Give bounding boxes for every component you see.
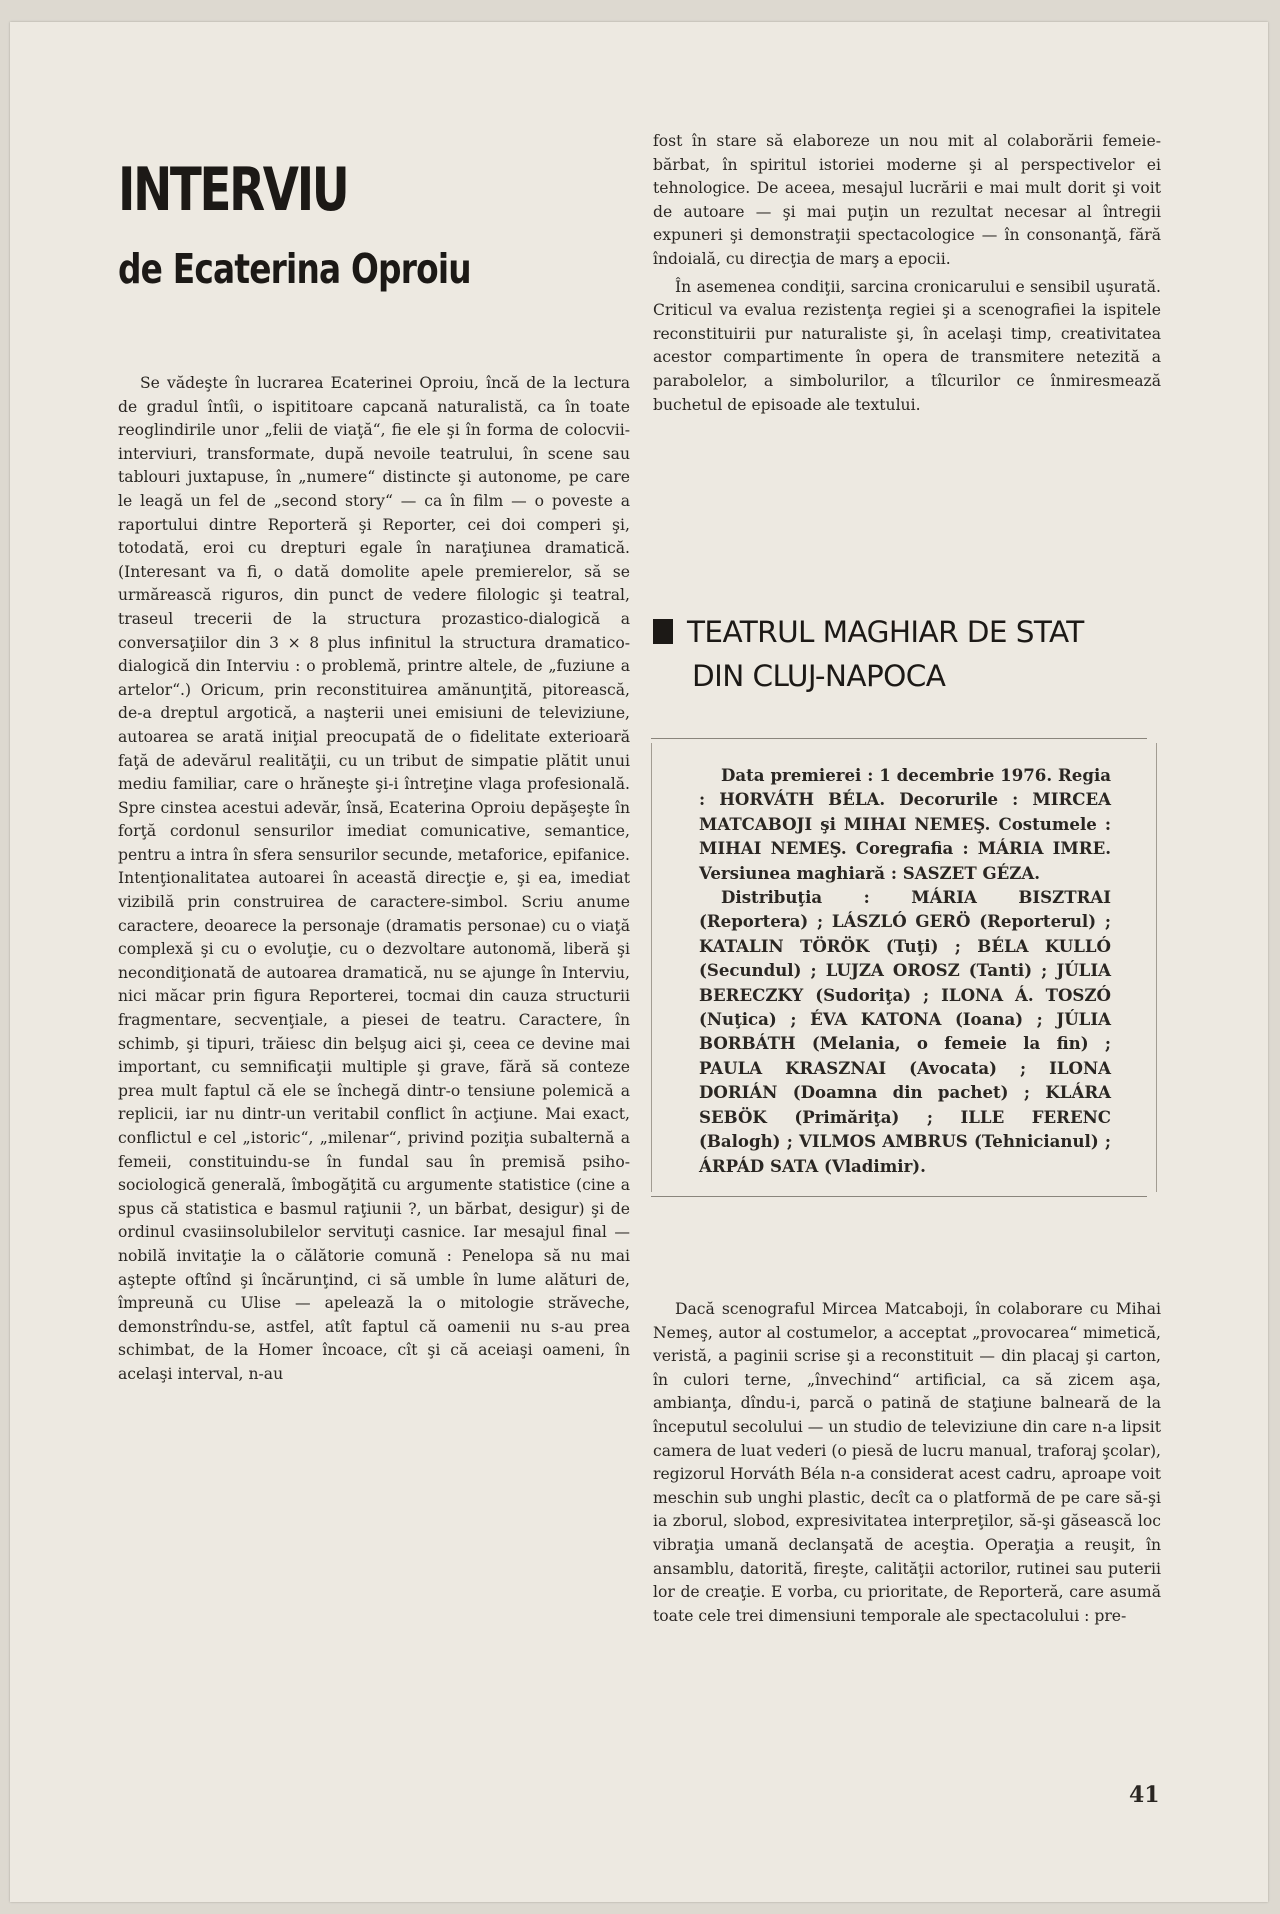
theatre-heading [653, 610, 1161, 698]
production-credits [699, 763, 1111, 1178]
article-body-left: Se vădeşte în lucrarea Ecaterinei Oproiu, încă de la lectura de gradul întîi, o ispititoare capcană naturalistă, ca în toate reoglindirile unor „felii de viaţă“, fie ele şi în forma de colocvii-interviuri, transformate, după nevoile teatrului, în scene sau tablouri juxtapuse, în „numere“ distincte şi autonome, pe care le leagă un fel de „second story“ — ca în film — o poveste a raportului dintre Reporteră şi Reporter, cei doi comperi şi, totodată, eroi cu drepturi egale în naraţiunea dramatică. (Interesant va fi, o dată domolite apele premierelor, să se urmărească riguros, din punct de vedere filologic şi teatral, traseul trecerii de la structura prozastico-dialogică a conversaţiilor din 3 × 8 plus infinitul la structura dramatico-dialogică din Interviu : o problemă, printre altele, de „fuziune a artelor“.) Oricum, prin reconstituirea amănunţită, pitorească, de-a dreptul argotică, a naşterii unei emisiuni de televiziune, autoarea se arată iniţial preocupată de o fidelitate exterioară faţă de adevărul realităţii, cu un tribut de simpatie plătit unui mediu familiar, care o hrăneşte şi-i întreţine vlaga profesională. Spre cinstea acestui adevăr, însă, Ecaterina Oproiu depăşeşte în forţă cordonul sensurilor imediat comunicative, semantice, pentru a intra în sfera sensurilor secunde, metaforice, epifanice. Intenţionalitatea autoarei în această direcţie e, şi ea, imediat vizibilă prin construirea de caractere-simbol. Scriu anume caractere, deoarece la personaje (dramatis personae) cu o viaţă complexă şi cu o evoluţie, cu o dezvoltare autonomă, liberă şi necondiţionată de autoarea dramatică, nu se ajunge în Interviu, nici măcar prin figura Reporterei, tocmai din cauza structurii fragmentare, secvenţiale, a piesei de teatru. Caractere, în schimb, şi tipuri, trăiesc din belşug aici şi, ceea ce devine mai important, cu semnificaţii multiple şi grave, fără să conteze prea mult faptul că ele se închegă dintr-o tensiune polemică a replicii, iar nu dintr-un veritabil conflict în acţiune. Mai exact, conflictul e cel „istoric“, „milenar“, privind poziţia subalternă a femeii, constituindu-se în fundal sau în premisă psiho-sociologică generală, îmbogăţită cu argumente statistice (cine a spus că statistica e basmul raţiunii ?, un bărbat, desigur) şi de ordinul cvasiinsolubilelor servituţi casnice. Iar mesajul final — nobilă invitaţie la o călătorie comună : Penelopa să nu mai aştepte oftînd şi încărunţind, ci să umble în lume alături de, împreună cu Ulise — apelează la o mitologie străveche, demonstrîndu-se, astfel, atît faptul că oamenii nu s-au prea schimbat, de la Homer încoace, cît şi că aceiaşi oameni, în acelaşi interval, n-au [118, 374, 630, 1383]
article-byline: de Ecaterina Oproiu [118, 245, 471, 293]
black-square-bullet [653, 619, 673, 644]
article-body-right-paragraph: În asemenea condiţii, sarcina cronicarului e sensibil uşurată. Criticul va evalua rezistenţa regiei şi a scenografiei la ispitele reconstituirii pur naturaliste şi, în acelaşi timp, creativitatea acestor compartimente în opera de transmitere netezită a parabolelor, a simbolurilor, a tîlcurilor ce înmiresmează buchetul de episoade ale textului. [653, 277, 1161, 414]
right-column [653, 130, 1161, 1625]
magazine-page [10, 22, 1268, 1902]
credits-cast: Distribuţia : MÁRIA BISZTRAI (Reportera) ; LÁSZLÓ GERÖ (Reporterul) ; KATALIN TÖRÖK (Tuţi) ; BÉLA KULLÓ (Secundul) ; LUJZA OROSZ (Tanti) ; JÚLIA BERECZKY (Sudoriţa) ; ILONA Á. TOSZÓ (Nuţica) ; ÉVA KATONA (Ioana) ; JÚLIA BORBÁTH (Melania, o femeie la fin) ; PAULA KRASZNAI (Avocata) ; ILONA DORIÁN (Doamna din pachet) ; KLÁRA SEBÖK (Primăriţa) ; ILLE FERENC (Balogh) ; VILMOS AMBRUS (Tehnicianul) ; ÁRPÁD SATA (Vladimir). [699, 887, 1111, 1176]
left-column [118, 127, 630, 1387]
page-number: 41 [1129, 1782, 1160, 1808]
production-credits-box [651, 738, 1147, 1197]
review-paragraph: Dacă scenograful Mircea Matcaboji, în colaborare cu Mihai Nemeş, autor al costumelor, a acceptat „provocarea“ mimetică, veristă, a paginii scrise şi a reconstituit — din placaj şi carton, în culori terne, „învechind“ artificial, ca să zicem aşa, ambianţa, dîndu-i, parcă o patină de staţiune balneară de la începutul secolului — un studio de televiziune din care n-a lipsit camera de luat vederi (o piesă de lucru manual, traforaj şcolar), regizorul Horváth Béla n-a considerat acest cadru, aproape voit meschin sub unghi plastic, decît ca o platformă de pe care să-şi ia zborul, slobod, expresivitatea interpreţilor, să-şi găsească loc vibraţia umană declanşată de aceştia. Operaţia a reuşit, în ansamblu, datorită, fireşte, calităţii actorilor, rutinei sau puterii lor de creaţie. E vorba, cu prioritate, de Reporteră, care asumă toate cele trei dimensiuni temporale ale spectacolului : pre- [653, 1300, 1161, 1625]
article-title: INTERVIU [118, 155, 348, 225]
review-continuation [653, 1298, 1161, 1628]
credits-premiere-and-crew: Data premierei : 1 decembrie 1976. Regia : HORVÁTH BÉLA. Decorurile : MIRCEA MATCABOJI şi MIHAI NEMEŞ. Costumele : MIHAI NEMEŞ. Coregrafia : MÁRIA IMRE. Versiunea maghiară : SASZET GÉZA. [699, 765, 1111, 883]
theatre-heading-line2: DIN CLUJ-NAPOCA [692, 659, 946, 693]
theatre-heading-line1: TEATRUL MAGHIAR DE STAT [687, 615, 1084, 649]
article-body-right-continued: fost în stare să elaboreze un nou mit al colaborării femeie-bărbat, în spiritul istoriei moderne şi al perspectivelor ei tehnologice. De aceea, mesajul lucrării e mai mult dorit şi voit de autoare — şi mai puţin un rezultat necesar al întregii expuneri şi demonstraţii spectacologice — în consonanţă, fără îndoială, cu direcţia de marş a epocii. [653, 132, 1161, 268]
